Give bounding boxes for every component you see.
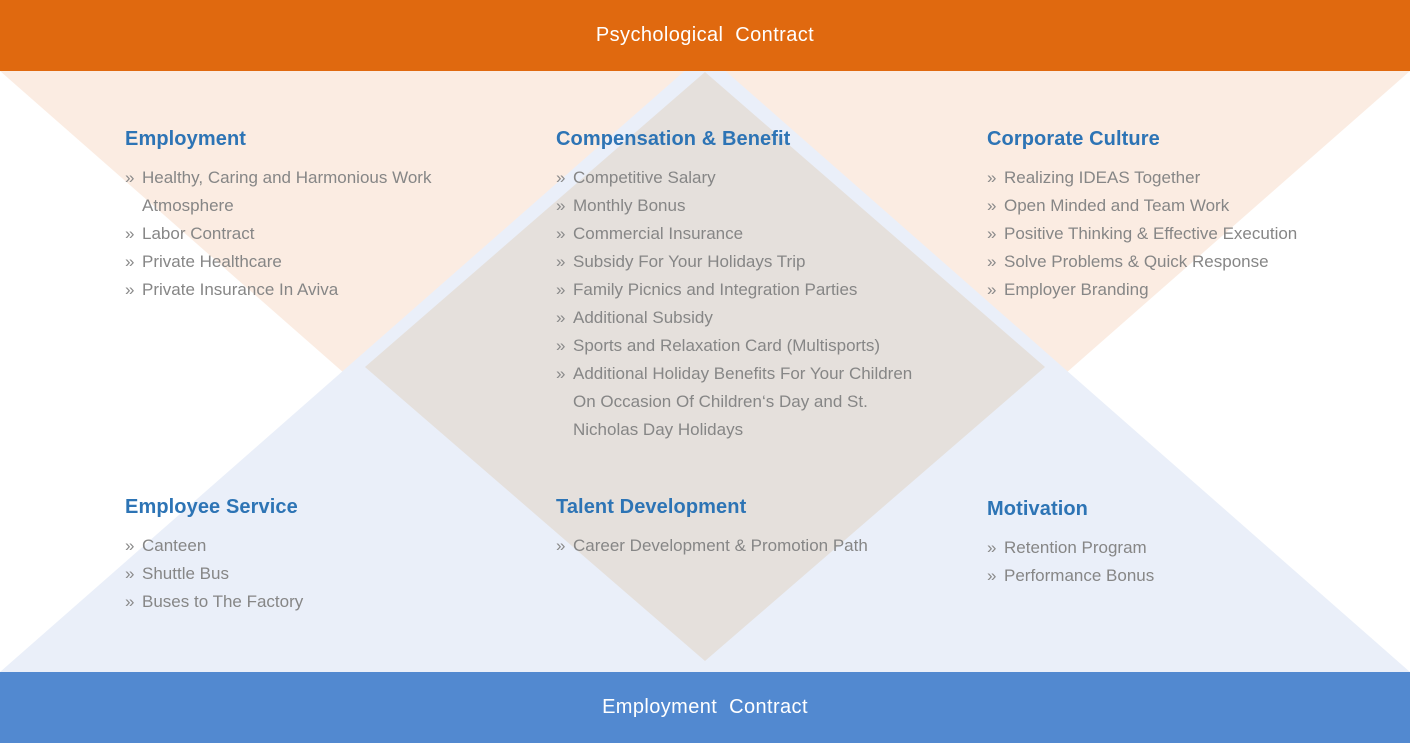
guillemet-bullet-icon: » [556,224,566,243]
list-item-text: Realizing IDEAS Together [1004,168,1201,187]
list-item-text: Employer Branding [1004,280,1149,299]
section-talent-development [556,495,936,560]
psychological-contract-banner [0,0,1410,71]
list-item-text: Retention Program [1004,538,1147,557]
guillemet-bullet-icon: » [987,252,997,271]
guillemet-bullet-icon: » [125,252,135,271]
guillemet-bullet-icon: » [556,252,566,271]
list-item [556,276,931,304]
section-compensation-benefit [556,127,931,444]
list-item-text: Healthy, Caring and Harmonious Work Atmosphere [142,168,432,215]
employment-contract-label: Employment Contract [602,696,808,718]
list-item-text: Labor Contract [142,224,255,243]
list-item [125,220,435,248]
guillemet-bullet-icon: » [556,280,566,299]
section-item-list [556,164,931,444]
section-employment [125,127,435,304]
list-item [556,220,931,248]
list-item [556,192,931,220]
list-item-text: Shuttle Bus [142,564,229,583]
content-area [0,71,1410,672]
list-item [556,532,936,560]
list-item-text: Subsidy For Your Holidays Trip [573,252,806,271]
section-item-list [125,164,435,304]
guillemet-bullet-icon: » [987,538,997,557]
list-item-text: Private Healthcare [142,252,282,271]
list-item [125,164,435,220]
list-item-text: Sports and Relaxation Card (Multisports) [573,336,881,355]
list-item [556,248,931,276]
guillemet-bullet-icon: » [987,196,997,215]
list-item [556,304,931,332]
list-item [125,276,435,304]
list-item [556,164,931,192]
guillemet-bullet-icon: » [125,564,135,583]
guillemet-bullet-icon: » [556,196,566,215]
list-item-text: Monthly Bonus [573,196,686,215]
section-title: Corporate Culture [987,128,1160,150]
list-item-text: Career Development & Promotion Path [573,536,868,555]
list-item [125,560,435,588]
guillemet-bullet-icon: » [556,536,566,555]
guillemet-bullet-icon: » [987,168,997,187]
section-title: Employee Service [125,496,298,518]
guillemet-bullet-icon: » [987,224,997,243]
section-item-list [987,164,1317,304]
list-item [125,248,435,276]
guillemet-bullet-icon: » [556,364,566,383]
guillemet-bullet-icon: » [556,308,566,327]
list-item [987,220,1317,248]
section-item-list [556,532,936,560]
section-title: Compensation & Benefit [556,128,791,150]
list-item-text: Performance Bonus [1004,566,1155,585]
guillemet-bullet-icon: » [125,592,135,611]
list-item-text: Solve Problems & Quick Response [1004,252,1269,271]
list-item [987,276,1317,304]
list-item [987,248,1317,276]
guillemet-bullet-icon: » [556,336,566,355]
list-item [125,588,435,616]
guillemet-bullet-icon: » [987,566,997,585]
list-item-text: Family Picnics and Integration Parties [573,280,858,299]
section-title: Employment [125,128,247,150]
list-item-text: Additional Holiday Benefits For Your Children On Occasion Of Children‘s Day and St. Nicholas Day Holidays [573,364,913,439]
guillemet-bullet-icon: » [125,224,135,243]
section-employee-service [125,495,435,616]
section-title: Motivation [987,498,1088,520]
section-motivation [987,497,1287,590]
section-item-list [987,534,1287,590]
section-corporate-culture [987,127,1317,304]
list-item [987,534,1287,562]
guillemet-bullet-icon: » [556,168,566,187]
list-item [987,192,1317,220]
list-item-text: Private Insurance In Aviva [142,280,339,299]
section-title: Talent Development [556,496,747,518]
list-item-text: Canteen [142,536,207,555]
psychological-contract-label: Psychological Contract [595,24,815,46]
list-item-text: Positive Thinking & Effective Execution [1004,224,1298,243]
list-item-text: Open Minded and Team Work [1004,196,1230,215]
list-item [125,532,435,560]
list-item [987,562,1287,590]
guillemet-bullet-icon: » [125,280,135,299]
employment-contract-banner [0,672,1410,743]
list-item-text: Buses to The Factory [142,592,304,611]
list-item [556,360,931,444]
list-item-text: Competitive Salary [573,168,716,187]
list-item-text: Commercial Insurance [573,224,744,243]
guillemet-bullet-icon: » [987,280,997,299]
section-item-list [125,532,435,616]
guillemet-bullet-icon: » [125,536,135,555]
list-item [556,332,931,360]
list-item [987,164,1317,192]
guillemet-bullet-icon: » [125,168,135,187]
list-item-text: Additional Subsidy [573,308,713,327]
